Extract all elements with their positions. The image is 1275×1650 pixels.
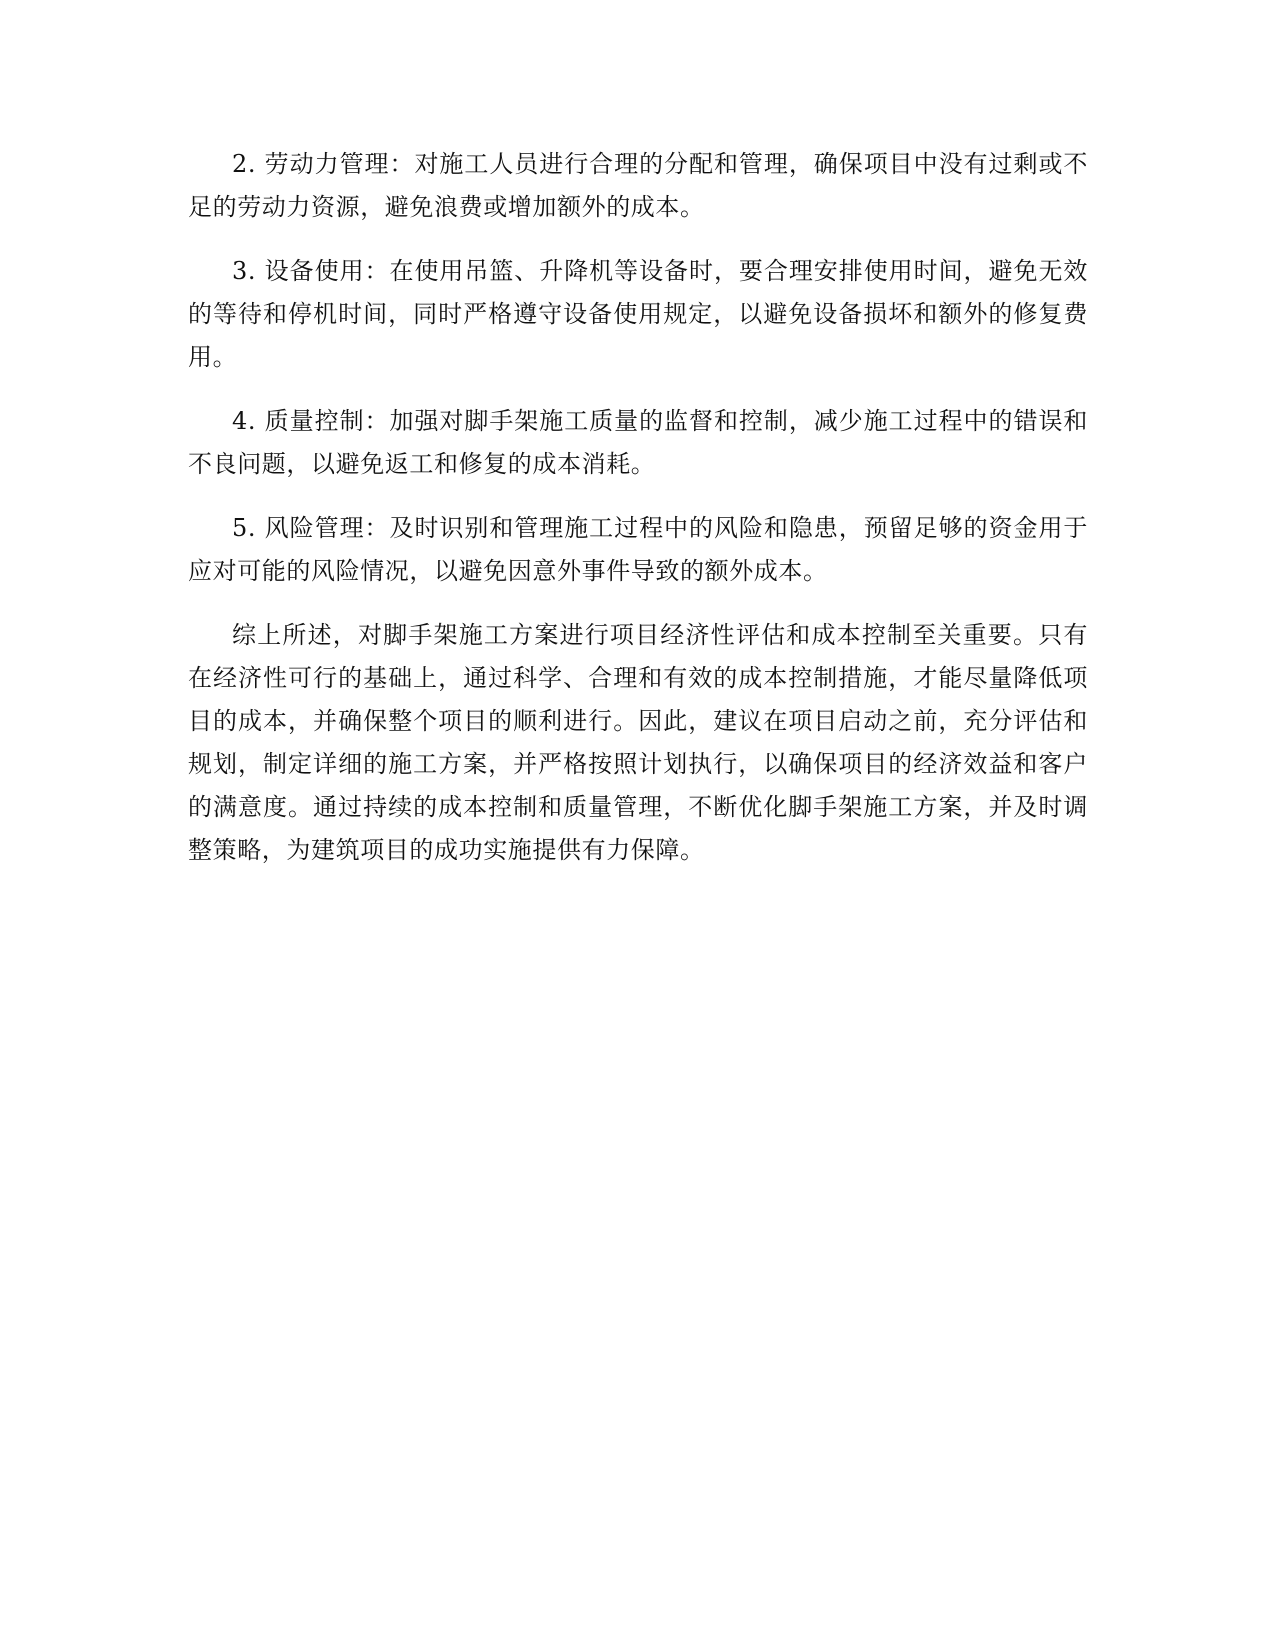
paragraph-labor-management: 2. 劳动力管理：对施工人员进行合理的分配和管理，确保项目中没有过剩或不足的劳动力资源，避免浪费或增加额外的成本。 [188, 150, 1088, 221]
paragraph-equipment-usage: 3. 设备使用：在使用吊篮、升降机等设备时，要合理安排使用时间，避免无效的等待和停机时间，同时严格遵守设备使用规定，以避免设备损坏和额外的修复费用。 [188, 257, 1088, 371]
paragraph-conclusion: 综上所述，对脚手架施工方案进行项目经济性评估和成本控制至关重要。只有在经济性可行的基础上，通过科学、合理和有效的成本控制措施，才能尽量降低项目的成本，并确保整个项目的顺利进行。因此，建议在项目启动之前，充分评估和规划，制定详细的施工方案，并严格按照计划执行，以确保项目的经济效益和客户的满意度。通过持续的成本控制和质量管理，不断优化脚手架施工方案，并及时调整策略，为建筑项目的成功实施提供有力保障。 [188, 621, 1088, 864]
paragraph-quality-control: 4. 质量控制：加强对脚手架施工质量的监督和控制，减少施工过程中的错误和不良问题，以避免返工和修复的成本消耗。 [188, 407, 1088, 478]
paragraph-risk-management: 5. 风险管理：及时识别和管理施工过程中的风险和隐患，预留足够的资金用于应对可能的风险情况，以避免因意外事件导致的额外成本。 [188, 514, 1088, 585]
document-body [188, 143, 1088, 893]
